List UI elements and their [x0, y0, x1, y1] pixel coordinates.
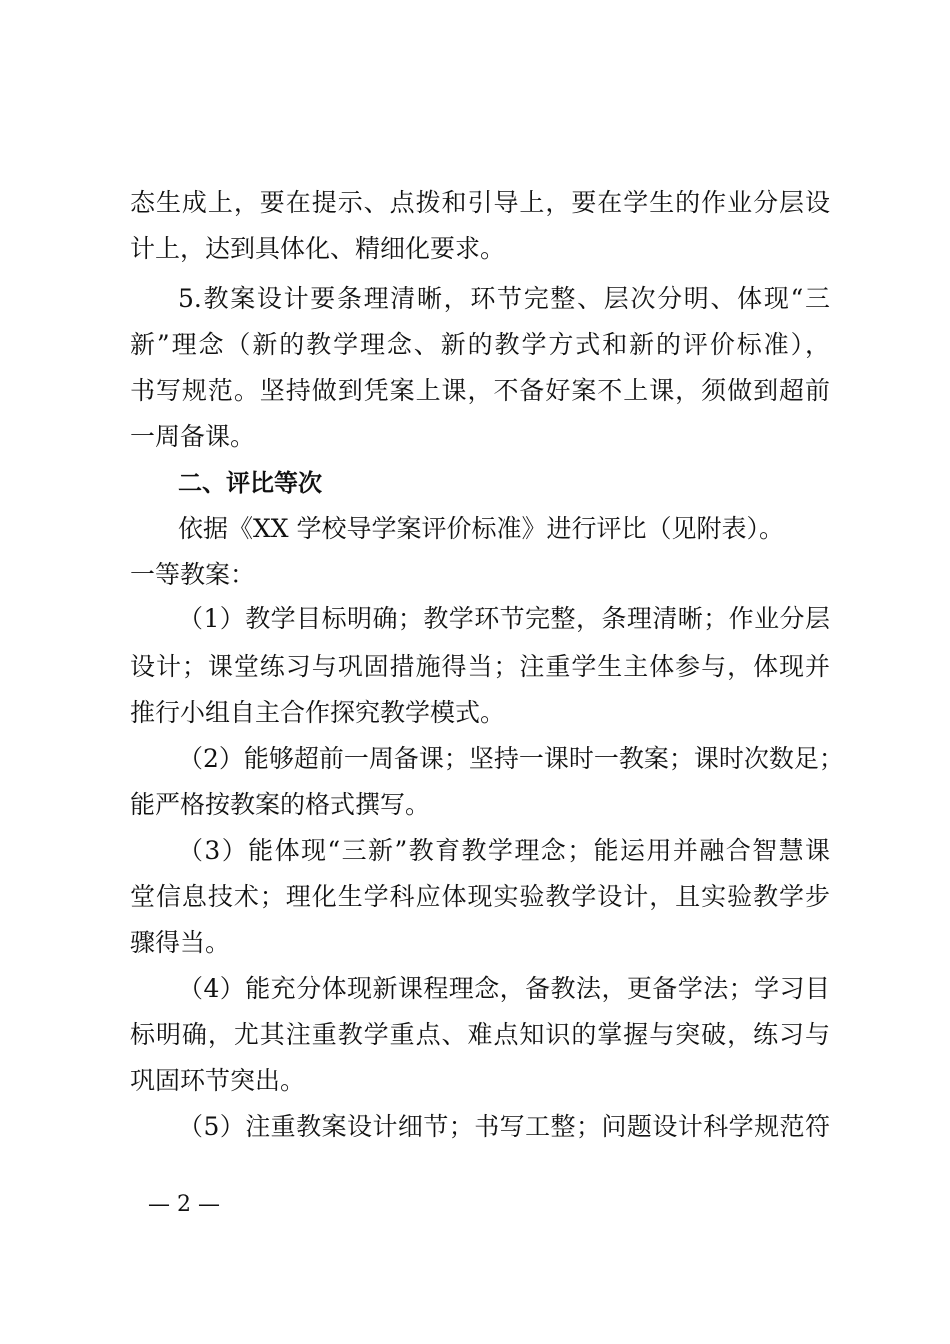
body-text-line: 计上，达到具体化、精细化要求。 [130, 234, 506, 263]
section-heading: 二、评比等次 [178, 469, 322, 497]
body-text-line: （1）教学目标明确；教学环节完整，条理清晰；作业分层 [178, 604, 830, 633]
body-text-line: 推行小组自主合作探究教学模式。 [130, 698, 506, 727]
body-text-line: 5.教案设计要条理清晰，环节完整、层次分明、体现“三 [178, 284, 830, 313]
body-text-line: 能严格按教案的格式撰写。 [130, 790, 431, 819]
body-text-line: （3）能体现“三新”教育教学理念；能运用并融合智慧课 [178, 836, 830, 865]
page-number: — 2 — [148, 1192, 220, 1217]
body-text-line: （5）注重教案设计细节；书写工整；问题设计科学规范符 [178, 1112, 830, 1141]
body-text-line: 设计；课堂练习与巩固措施得当；注重学生主体参与，体现并 [130, 652, 830, 681]
body-text-line: 堂信息技术；理化生学科应体现实验教学设计，且实验教学步 [130, 882, 830, 911]
body-text-line: 一等教案： [130, 560, 256, 589]
body-text-line: 骤得当。 [130, 928, 231, 957]
body-text-line: 依据《XX 学校导学案评价标准》进行评比（见附表）。 [178, 514, 785, 543]
body-text-line: 标明确，尤其注重教学重点、难点知识的掌握与突破，练习与 [130, 1020, 830, 1049]
body-text-line: 新”理念（新的教学理念、新的教学方式和新的评价标准）， [130, 330, 830, 359]
body-text-line: 巩固环节突出。 [130, 1066, 306, 1095]
body-text-line: （2）能够超前一周备课；坚持一课时一教案；课时次数足； [178, 744, 844, 773]
body-text-line: 书写规范。坚持做到凭案上课，不备好案不上课，须做到超前 [130, 376, 830, 405]
body-text-line: （4）能充分体现新课程理念，备教法，更备学法；学习目 [178, 974, 830, 1003]
body-text-line: 一周备课。 [130, 422, 256, 451]
body-text-line: 态生成上，要在提示、点拨和引导上，要在学生的作业分层设 [130, 188, 830, 217]
